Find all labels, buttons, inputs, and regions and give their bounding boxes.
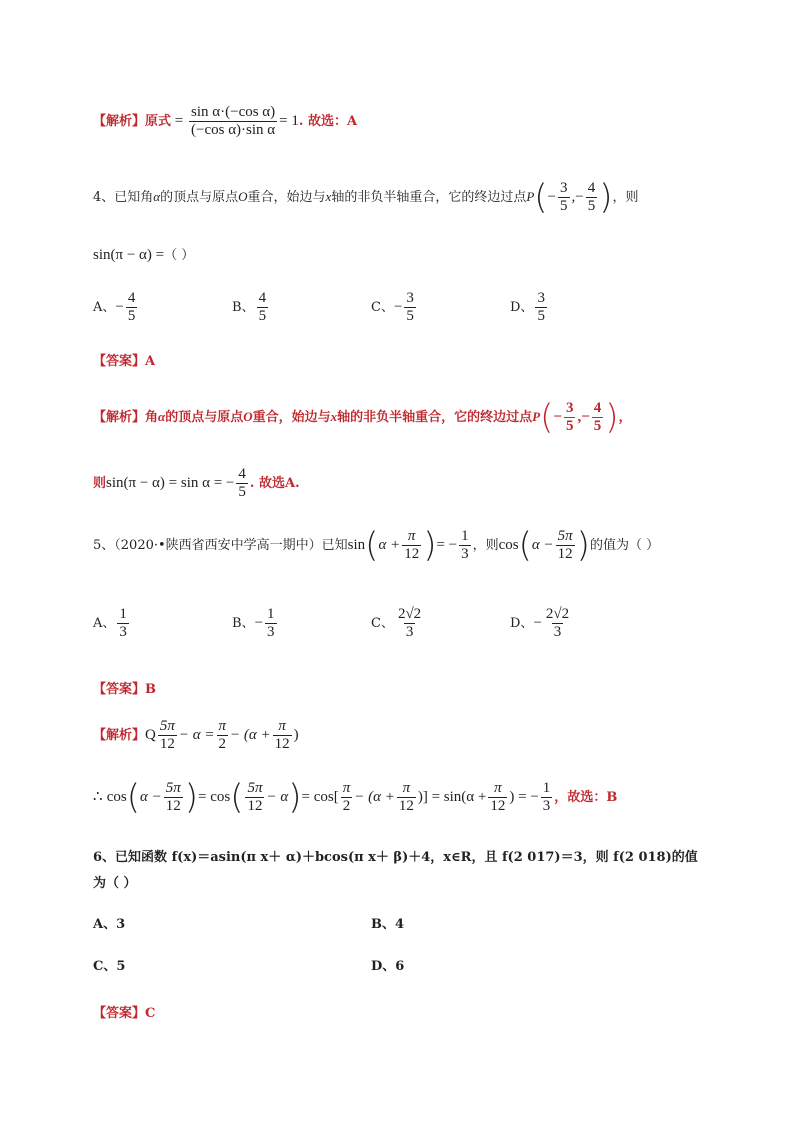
q4-option-d[interactable]: D、 $\frac{3}{5}$ [510,290,545,324]
q5-option-a[interactable]: A、 $\frac{1}{3}$ [93,606,127,640]
analysis-tag: 【解析】 [93,114,146,129]
question-6-stem-line2: 为（ ） [93,876,137,891]
q4-answer: 【答案】A [93,354,156,369]
q6-option-d[interactable]: D、6 [371,959,405,974]
q4-option-b[interactable]: B、 $\frac{4}{5}$ [232,290,267,324]
q5-option-b[interactable]: B、− $\frac{1}{3}$ [232,606,275,640]
q4-option-c[interactable]: C、− $\frac{3}{5}$ [371,290,414,324]
q4-analysis-line2: 则sin(π − α) = sin α = − $\frac{4}{5}$ . 故选A. [93,466,300,500]
fraction: $\frac{3}{5}$ [560,180,568,214]
question-4-expr: sin(π − α) =（ ） [93,247,195,263]
q4-analysis-line1: 【解析】角α的顶点与原点O重合，始边与x轴的非负半轴重合，它的终边过点P(− $\frac{3}{5}$ ,− $\frac{4}{5}$ )， [93,397,632,438]
question-4-stem: 4、已知角α的顶点与原点O重合，始边与x轴的非负半轴重合，它的终边过点P(− $\frac{3}{5}$ ,− $\frac{4}{5}$ )，则 [93,177,639,218]
q5-option-c[interactable]: C、 $\frac{2√2}{3}$ [371,606,422,640]
q5-answer: 【答案】B [93,682,157,697]
q5-analysis-line2: ∴ cos(α − $\frac{5\pi}{12}$ )= cos( $\frac{5\pi}{12}$ − α)= cos[ $\frac{\pi}{2}$ − (α + $\frac{\pi}{12}$ )] = sin(α + $\frac{\pi}{12}$ ) = − $\frac{1}{3}$ ，故选：B [93,777,618,818]
analysis-prev: 【解析】原式 = $\frac{\text{sin α·(−cos α)}}{\text{(−cos α)·sin α}}$ = 1. 故选：A [93,104,358,138]
question-5-stem: 5、（2020·•陕西省西安中学高一期中）已知sin(α + $\frac{\pi}{12}$ )= − $\frac{1}{3}$ ，则cos(α − $\frac{5\pi}{12}$ )的值为（ ） [93,525,660,566]
q6-answer: 【答案】C [93,1006,156,1021]
fraction: $\frac{\text{sin α·(−cos α)}}{\text{(−cos α)·sin α}}$ [191,104,276,138]
q6-option-c[interactable]: C、5 [93,959,126,974]
q6-option-b[interactable]: B、4 [371,917,405,932]
q5-option-d[interactable]: D、− $\frac{2√2}{3}$ [510,606,570,640]
q5-analysis-line1: 【解析】Q $\frac{5\pi}{12}$ − α = $\frac{\pi}{2}$ − (α + $\frac{\pi}{12}$ ) [93,718,299,752]
q4-option-a[interactable]: A、− $\frac{4}{5}$ [93,290,136,324]
question-6-stem-line1: 6、已知函数 f(x)＝asin(π x＋ α)＋bcos(π x＋ β)＋4，x∈R，且 f(2 017)＝3，则 f(2 018)的值 [93,850,698,865]
fraction: $\frac{4}{5}$ [587,180,596,214]
q6-option-a[interactable]: A、3 [93,917,126,932]
